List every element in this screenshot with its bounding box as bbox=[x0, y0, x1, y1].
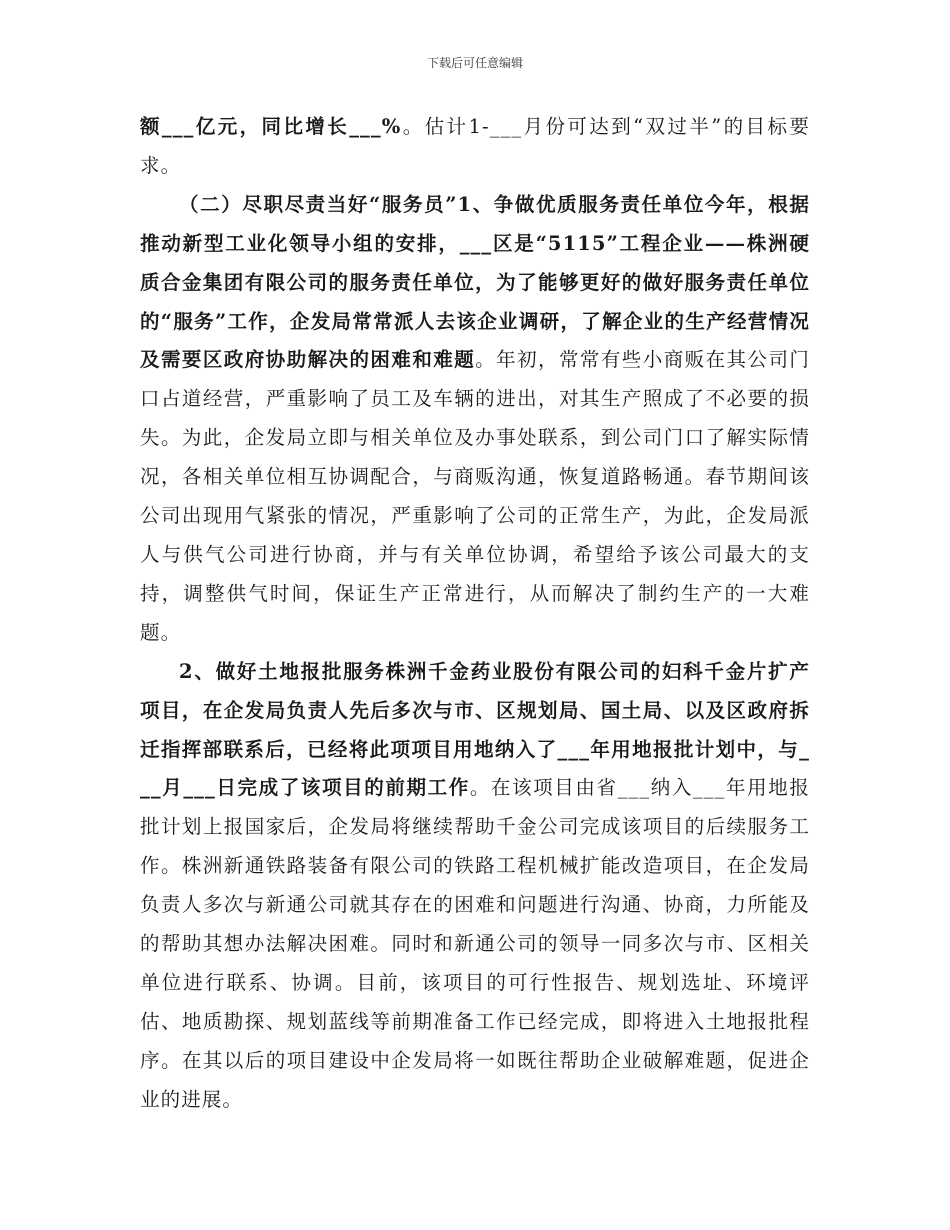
paragraph-2-text: 。年初，常常有些小商贩在其公司门口占道经营，严重影响了员工及车辆的进出，对其生产照成了不必要的损失。为此，企发局立即与相关单位及办事处联系，到公司门口了解实际情况，各相关单位相互协调配合，与商贩沟通，恢复道路畅通。春节期间该公司出现用气紧张的情况，严重影响了公司的正常生产，为此，企发局派人与供气公司进行协商，并与有关单位协调，希望给予该公司最大的支持，调整供气时间，保证生产正常进行，从而解决了制约生产的一大难题。 bbox=[140, 348, 810, 644]
paragraph-3-text: 。在该项目由省___纳入___年用地报批计划上报国家后，企发局将继续帮助千金公司完成该项目的后续服务工作。株洲新通铁路装备有限公司的铁路工程机械扩能改造项目，在企发局负责人多次与新通公司就其存在的困难和问题进行沟通、协商，力所能及的帮助其想办法解决困难。同时和新通公司的领导一同多次与市、区相关单位进行联系、协调。目前，该项目的可行性报告、规划选址、环境评估、地质勘探、规划蓝线等前期准备工作已经完成，即将进入土地报批程序。在其以后的项目建设中企发局将一如既往帮助企业破解难题，促进企业的进展。 bbox=[140, 776, 810, 1111]
paragraph-2-bold-text: （二）尽职尽责当好“服务员”1、争做优质服务责任单位今年，根据推动新型工业化领导小组的安排，___区是“5115”工程企业——株洲硬质合金集团有限公司的服务责任单位，为了能够更好的做好服务责任单位的“服务”工作，企发局常常派人去该企业调研，了解企业的生产经营情况及需要区政府协助解决的困难和难题 bbox=[140, 192, 810, 372]
paragraph-3 bbox=[140, 653, 810, 1120]
paragraph-3-bold-text: 2、做好土地报批服务株洲千金药业股份有限公司的妇科千金片扩产项目，在企发局负责人先后多次与市、区规划局、国土局、以及区政府拆迁指挥部联系后，已经将此项项目用地纳入了___年用地报批计划中，与___月___日完成了该项目的前期工作 bbox=[140, 659, 810, 800]
paragraph-1-bold-text: 额___亿元，同比增长___% bbox=[140, 115, 402, 138]
paragraph-1 bbox=[140, 108, 810, 186]
paragraph-2 bbox=[140, 186, 810, 653]
document-body bbox=[140, 108, 810, 1120]
page-header: 下载后可任意编辑 bbox=[426, 56, 523, 70]
paragraph-1-text: 。估计1-___月份可达到“双过半”的目标要求。 bbox=[140, 115, 810, 177]
